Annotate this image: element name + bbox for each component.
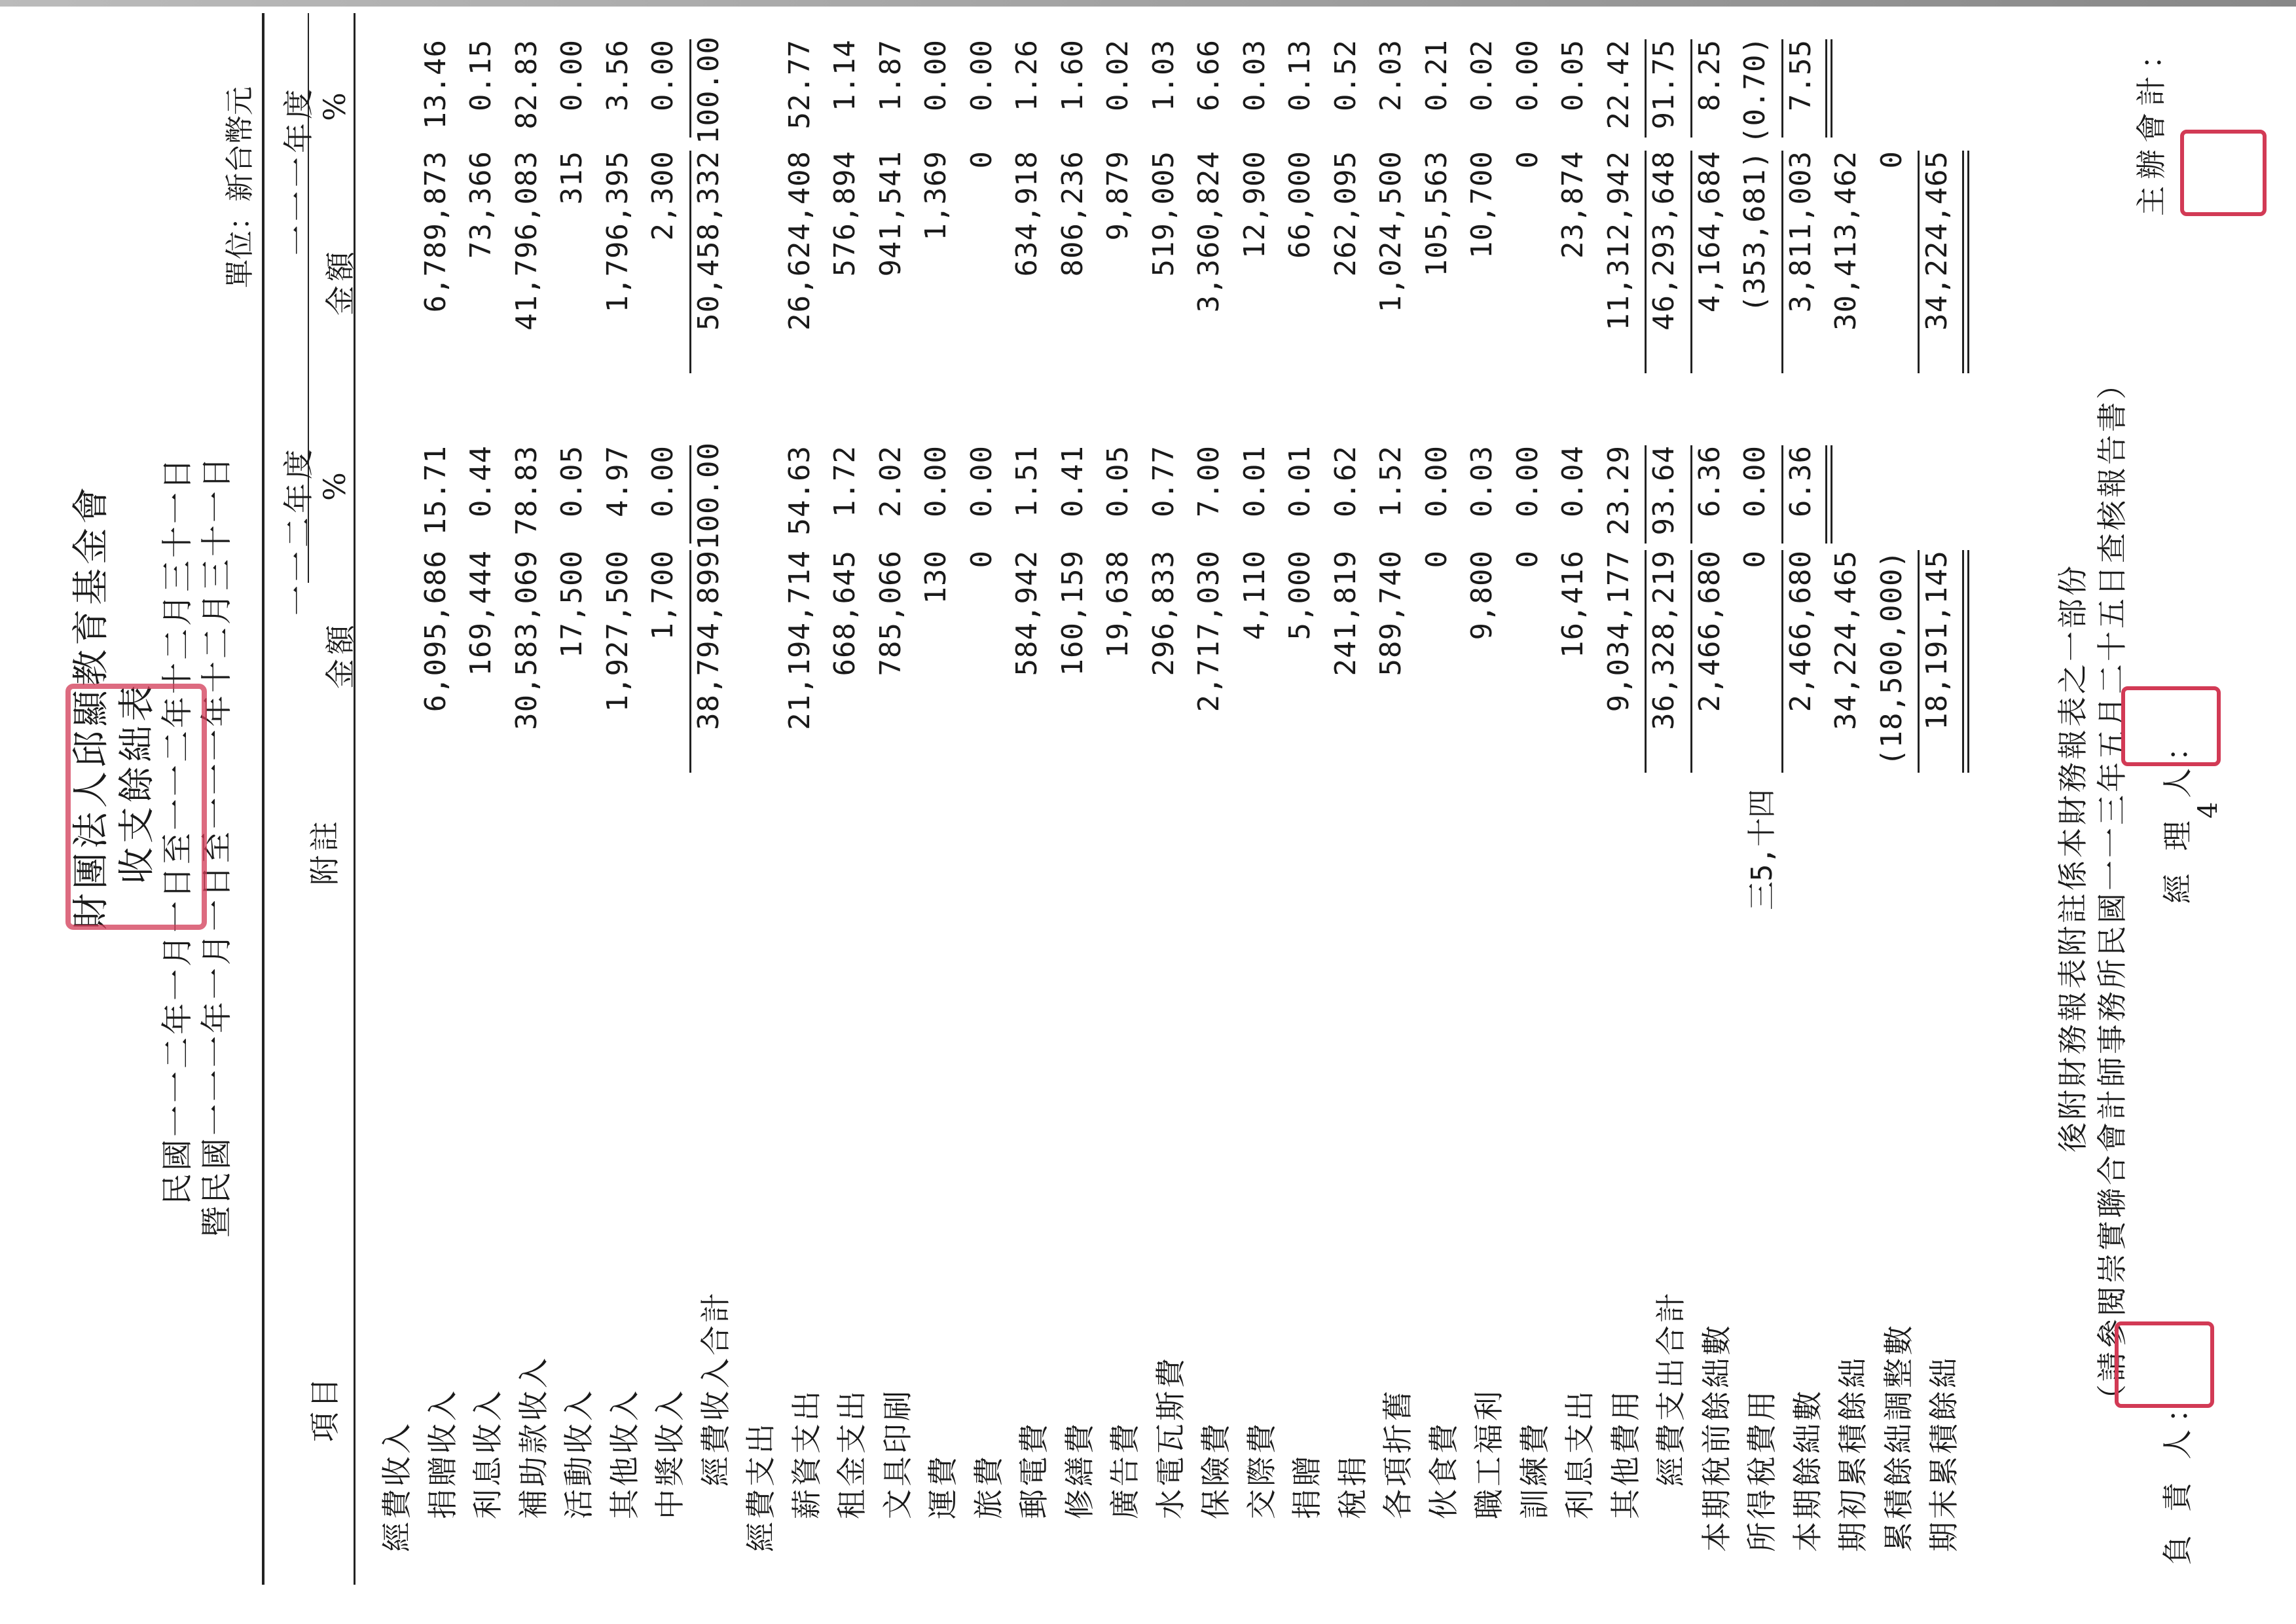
row-amount-prior: 0 (1874, 151, 1908, 169)
row-pct-prior: 1.26 (1010, 39, 1044, 111)
row-amount-prior: 1,796,395 (600, 151, 634, 313)
row-amount-prior: 11,312,942 (1601, 151, 1635, 331)
subtotal-rule (1781, 550, 1783, 773)
row-amount-current: 584,942 (1010, 550, 1044, 676)
row-amount-current: 30,583,069 (509, 550, 543, 730)
col-header-year-prior: 一一一年度 (281, 85, 316, 255)
row-amount-current: 2,717,030 (1192, 550, 1226, 712)
row-pct-prior: 8.25 (1692, 39, 1726, 111)
row-label: 經費支出合計 (1653, 1290, 1688, 1486)
row-pct-prior: 0.21 (1419, 39, 1453, 111)
row-label: 職工福利 (1471, 1388, 1506, 1519)
org-name: 財團法人邱顯教育基金會 (70, 483, 113, 930)
subtotal-rule (1645, 151, 1647, 373)
total-double-rule (1831, 39, 1832, 138)
row-label: 所得稅費用 (1744, 1388, 1779, 1552)
col-header-item: 項目 (307, 1374, 342, 1442)
row-amount-current: 169,444 (464, 550, 498, 676)
row-pct-prior: 0.00 (646, 39, 680, 111)
row-amount-prior: 3,360,824 (1192, 151, 1226, 313)
row-label: 其他費用 (1607, 1388, 1643, 1519)
subtotal-rule (1645, 39, 1647, 138)
row-label: 稅捐 (1334, 1454, 1370, 1519)
row-pct-prior: 0.13 (1283, 39, 1317, 111)
signature-accountant: 主辦會計： (2134, 33, 2169, 216)
subtotal-rule (1690, 151, 1692, 373)
row-amount-current: 668,645 (828, 550, 862, 676)
row-amount-current: 0 (1419, 550, 1453, 568)
row-pct-prior: 91.75 (1647, 39, 1681, 130)
subtotal-rule (1645, 445, 1647, 544)
subtotal-rule (1918, 151, 1920, 373)
row-label: 伙食費 (1425, 1421, 1461, 1519)
row-pct-current: 23.29 (1601, 445, 1635, 536)
row-label: 期初累積餘絀 (1835, 1356, 1870, 1552)
row-pct-current: 4.97 (600, 445, 634, 517)
row-pct-current: 0.00 (1738, 445, 1772, 517)
row-amount-prior: 941,541 (873, 151, 907, 277)
row-pct-current: 0.00 (1510, 445, 1544, 517)
row-amount-current: 785,066 (873, 550, 907, 676)
row-pct-current: 93.64 (1647, 445, 1681, 536)
row-amount-prior: (353,681) (1738, 151, 1772, 313)
row-pct-prior: 3.56 (600, 39, 634, 111)
row-amount-current: 38,794,899 (691, 550, 725, 730)
row-pct-current: 6.36 (1692, 445, 1726, 517)
row-amount-current: 9,034,177 (1601, 550, 1635, 712)
row-label: 廣告費 (1107, 1421, 1142, 1519)
row-label: 文具印刷 (879, 1388, 915, 1519)
row-label: 經費收入 (379, 1421, 414, 1552)
scan-edge-bottom (0, 0, 2296, 7)
row-pct-prior: 7.55 (1783, 39, 1817, 111)
row-pct-prior: 0.02 (1101, 39, 1135, 111)
row-pct-prior: 2.03 (1374, 39, 1408, 111)
accountant-seal (2180, 130, 2267, 216)
row-pct-current: 0.77 (1146, 445, 1180, 517)
row-amount-current: (18,500,000) (1874, 550, 1908, 766)
row-amount-current: 0 (1738, 550, 1772, 568)
row-pct-current: 0.01 (1237, 445, 1271, 517)
row-label: 租金支出 (834, 1388, 869, 1519)
row-amount-prior: 6,789,873 (418, 151, 452, 313)
row-pct-prior: 0.00 (555, 39, 589, 111)
row-amount-prior: 2,300 (646, 151, 680, 241)
col-header-pct-prior: % (317, 88, 352, 121)
row-amount-prior: 576,894 (828, 151, 862, 277)
row-label: 各項折舊 (1380, 1388, 1415, 1519)
subtotal-rule (1918, 550, 1920, 773)
footer-note-line2: （請參閱崇實聯合會計師事務所民國一一三年五月二十五日查核報告書） (2094, 367, 2130, 1414)
row-pct-prior: 1.60 (1055, 39, 1089, 111)
row-amount-prior: 66,000 (1283, 151, 1317, 259)
subtotal-rule (689, 39, 691, 138)
row-amount-prior: 0 (1510, 151, 1544, 169)
row-amount-current: 21,194,714 (782, 550, 816, 730)
row-label: 期末累積餘絀 (1926, 1356, 1961, 1552)
header-top-rule (262, 13, 264, 1585)
row-pct-current: 0.03 (1465, 445, 1499, 517)
row-pct-current: 0.05 (1101, 445, 1135, 517)
row-amount-current: 6,095,686 (418, 550, 452, 712)
row-label: 利息收入 (470, 1388, 505, 1519)
row-pct-prior: 1.03 (1146, 39, 1180, 111)
row-amount-current: 16,416 (1556, 550, 1590, 658)
row-amount-prior: 10,700 (1465, 151, 1499, 259)
row-amount-current: 9,800 (1465, 550, 1499, 640)
row-label: 捐贈收入 (424, 1388, 460, 1519)
signature-responsible: 負 責 人： (2160, 1386, 2195, 1565)
row-amount-prior: 26,624,408 (782, 151, 816, 331)
row-amount-prior: 315 (555, 151, 589, 205)
row-pct-prior: 0.00 (964, 39, 998, 111)
row-label: 薪資支出 (788, 1388, 824, 1519)
row-label: 利息支出 (1562, 1388, 1597, 1519)
row-pct-current: 7.00 (1192, 445, 1226, 517)
row-amount-current: 19,638 (1101, 550, 1135, 658)
row-pct-prior: 0.52 (1328, 39, 1362, 111)
row-label: 旅費 (970, 1454, 1006, 1519)
col-header-year-current: 一一二年度 (281, 445, 316, 616)
row-label: 修繕費 (1061, 1421, 1097, 1519)
row-label: 經費支出 (743, 1421, 778, 1552)
total-double-rule (1831, 445, 1832, 544)
row-pct-current: 0.00 (919, 445, 953, 517)
row-pct-prior: 13.46 (418, 39, 452, 130)
row-label: 其他收入 (606, 1388, 642, 1519)
row-pct-current: 78.83 (509, 445, 543, 536)
unit-label: 單位：新台幣元 (223, 86, 257, 288)
organization-seal (65, 684, 207, 930)
row-pct-current: 0.44 (464, 445, 498, 517)
footer-note-line1: 後附財務報表附註係本財務報表之一部份 (2055, 563, 2090, 1153)
row-amount-prior: 806,236 (1055, 151, 1089, 277)
row-pct-prior: 100.00 (691, 36, 725, 144)
subtotal-rule (689, 151, 691, 373)
subtotal-rule (1690, 445, 1692, 544)
row-label: 經費收入合計 (697, 1290, 733, 1486)
row-pct-prior: 0.05 (1556, 39, 1590, 111)
total-double-rule (1962, 151, 1964, 373)
row-label: 活動收入 (561, 1388, 596, 1519)
row-amount-current: 5,000 (1283, 550, 1317, 640)
subtotal-rule (1690, 39, 1692, 138)
row-pct-prior: 6.66 (1192, 39, 1226, 111)
row-label: 本期稅前餘絀數 (1698, 1323, 1734, 1552)
row-pct-prior: 0.00 (1510, 39, 1544, 111)
row-amount-prior: 30,413,462 (1829, 151, 1863, 331)
row-amount-current: 1,927,500 (600, 550, 634, 712)
row-amount-current: 589,740 (1374, 550, 1408, 676)
row-pct-current: 0.41 (1055, 445, 1089, 517)
row-pct-current: 0.05 (555, 445, 589, 517)
subtotal-rule (689, 550, 691, 773)
row-amount-prior: 4,164,684 (1692, 151, 1726, 313)
row-pct-prior: 22.42 (1601, 39, 1635, 130)
row-amount-current: 160,159 (1055, 550, 1089, 676)
row-pct-prior: 0.15 (464, 39, 498, 111)
row-pct-current: 0.00 (646, 445, 680, 517)
row-amount-prior: 34,224,465 (1920, 151, 1954, 331)
subtotal-rule (1781, 151, 1783, 373)
row-pct-prior: 0.02 (1465, 39, 1499, 111)
row-label: 保險費 (1198, 1421, 1233, 1519)
subtotal-rule (1645, 550, 1647, 773)
row-pct-prior: 0.03 (1237, 39, 1271, 111)
row-amount-prior: 12,900 (1237, 151, 1271, 259)
row-amount-prior: 23,874 (1556, 151, 1590, 259)
col-header-amount-current: 金額 (323, 621, 358, 689)
row-pct-current: 100.00 (691, 442, 725, 550)
row-amount-prior: 3,811,003 (1783, 151, 1817, 313)
row-amount-current: 36,328,219 (1647, 550, 1681, 730)
row-label: 訓練費 (1516, 1421, 1552, 1519)
col-header-pct-current: % (317, 468, 352, 501)
row-amount-prior: 73,366 (464, 151, 498, 259)
row-label: 郵電費 (1016, 1421, 1051, 1519)
row-pct-current: 1.72 (828, 445, 862, 517)
row-amount-current: 34,224,465 (1829, 550, 1863, 730)
row-label: 補助款收入 (515, 1356, 551, 1519)
total-double-rule (1962, 550, 1964, 773)
row-note: 三5,十四 (1745, 789, 1779, 910)
row-pct-prior: 1.14 (828, 39, 862, 111)
row-pct-current: 0.62 (1328, 445, 1362, 517)
row-amount-current: 0 (1510, 550, 1544, 568)
row-pct-current: 0.00 (964, 445, 998, 517)
row-pct-prior: 0.00 (919, 39, 953, 111)
row-amount-current: 0 (964, 550, 998, 568)
subtotal-rule (1781, 39, 1783, 138)
row-amount-current: 18,191,145 (1920, 550, 1954, 730)
row-amount-prior: 105,563 (1419, 151, 1453, 277)
row-label: 捐贈 (1289, 1454, 1324, 1519)
row-pct-current: 1.52 (1374, 445, 1408, 517)
row-amount-current: 17,500 (555, 550, 589, 658)
row-pct-prior: (0.70) (1738, 36, 1772, 144)
row-amount-prior: 262,095 (1328, 151, 1362, 277)
row-pct-prior: 52.77 (782, 39, 816, 130)
row-label: 本期餘絀數 (1789, 1388, 1825, 1552)
row-amount-prior: 634,918 (1010, 151, 1044, 277)
row-label: 交際費 (1243, 1421, 1279, 1519)
row-amount-current: 1,700 (646, 550, 680, 640)
period-current: 民國一一二年一月一日至一一二年十二月三十一日 (159, 455, 196, 1205)
row-amount-current: 2,466,680 (1783, 550, 1817, 712)
row-pct-current: 0.04 (1556, 445, 1590, 517)
page-number: 4 (2193, 802, 2223, 819)
manager-seal (2121, 686, 2221, 766)
row-pct-current: 54.63 (782, 445, 816, 536)
row-pct-current: 15.71 (418, 445, 452, 536)
total-double-rule (1967, 550, 1969, 773)
row-label: 水電瓦斯費 (1152, 1356, 1188, 1519)
row-label: 運費 (925, 1454, 960, 1519)
row-amount-prior: 1,024,500 (1374, 151, 1408, 313)
row-amount-prior: 9,879 (1101, 151, 1135, 241)
row-amount-current: 296,833 (1146, 550, 1180, 676)
signature-manager: 經 理 人： (2160, 724, 2195, 904)
col-header-note: 附註 (307, 817, 342, 885)
row-amount-prior: 519,005 (1146, 151, 1180, 277)
row-amount-prior: 46,293,648 (1647, 151, 1681, 331)
total-double-rule (1825, 39, 1827, 138)
row-pct-prior: 82.83 (509, 39, 543, 130)
row-label: 累積餘絀調整數 (1880, 1323, 1916, 1552)
row-pct-current: 2.02 (873, 445, 907, 517)
row-pct-current: 1.51 (1010, 445, 1044, 517)
row-pct-prior: 1.87 (873, 39, 907, 111)
row-amount-prior: 50,458,332 (691, 151, 725, 331)
total-double-rule (1825, 445, 1827, 544)
row-amount-prior: 0 (964, 151, 998, 169)
row-amount-current: 2,466,680 (1692, 550, 1726, 712)
subtotal-rule (1690, 550, 1692, 773)
row-label: 中獎收入 (652, 1388, 687, 1519)
row-pct-current: 0.00 (1419, 445, 1453, 517)
row-amount-prior: 1,369 (919, 151, 953, 241)
total-double-rule (1967, 151, 1969, 373)
row-amount-prior: 41,796,083 (509, 151, 543, 331)
row-pct-current: 6.36 (1783, 445, 1817, 517)
statement-title: 收支餘絀表 (116, 681, 158, 884)
period-prior: 暨民國一一一年一月一日至一一一年十二月三十一日 (198, 454, 235, 1238)
subtotal-rule (1781, 445, 1783, 544)
row-pct-current: 0.01 (1283, 445, 1317, 517)
row-amount-current: 4,110 (1237, 550, 1271, 640)
responsible-seal (2115, 1321, 2214, 1408)
col-header-amount-prior: 金額 (323, 248, 358, 316)
row-amount-current: 130 (919, 550, 953, 604)
row-amount-current: 241,819 (1328, 550, 1362, 676)
subtotal-rule (689, 445, 691, 544)
